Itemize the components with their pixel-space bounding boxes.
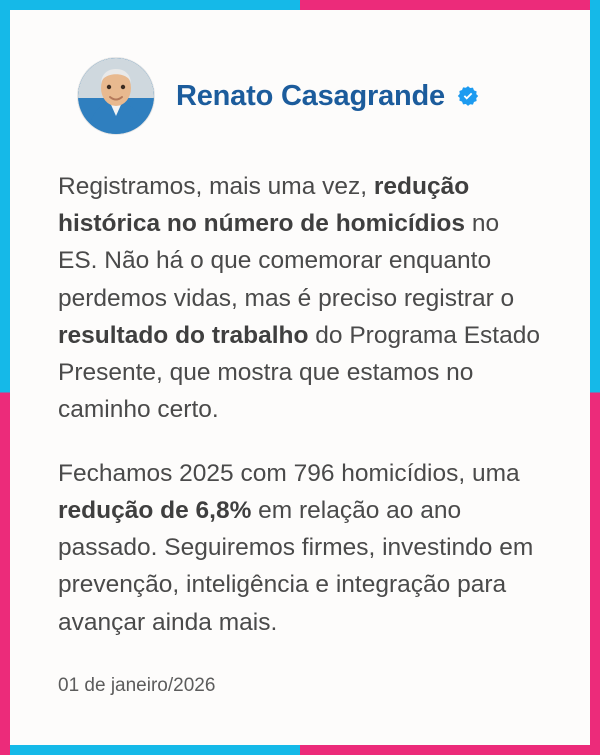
avatar[interactable] bbox=[78, 58, 154, 134]
profile-header bbox=[0, 10, 600, 134]
p1-text-1: Registramos, mais uma vez, bbox=[58, 173, 374, 200]
p1-text-3: do Programa Estado Presente, que mostra que estamos no caminho certo. bbox=[58, 321, 540, 424]
post-paragraph-1 bbox=[58, 168, 542, 429]
post-date: 01 de janeiro/2026 bbox=[58, 674, 216, 696]
page-title: Renato Casagrande bbox=[176, 79, 445, 112]
p2-text-2: em relação ao ano passado. Seguiremos firmes, investindo em prevenção, inteligência e integração para avançar ainda mais. bbox=[58, 496, 534, 636]
name-row bbox=[176, 80, 479, 113]
p1-text-2: no ES. Não há o que comemorar enquanto perdemos vidas, mas é preciso registrar o bbox=[58, 210, 515, 312]
post-paragraph-2 bbox=[58, 455, 542, 641]
p1-bold-2: resultado do trabalho bbox=[58, 321, 309, 349]
verified-badge-icon bbox=[457, 85, 479, 107]
p2-bold-1: redução de 6,8% bbox=[58, 496, 252, 524]
avatar-photo bbox=[78, 58, 154, 134]
p2-text-1: Fechamos 2025 com 796 homicídios, uma bbox=[58, 459, 520, 487]
p1-bold-1: redução histórica no número de homicídios bbox=[58, 173, 470, 238]
post-body bbox=[0, 134, 600, 667]
